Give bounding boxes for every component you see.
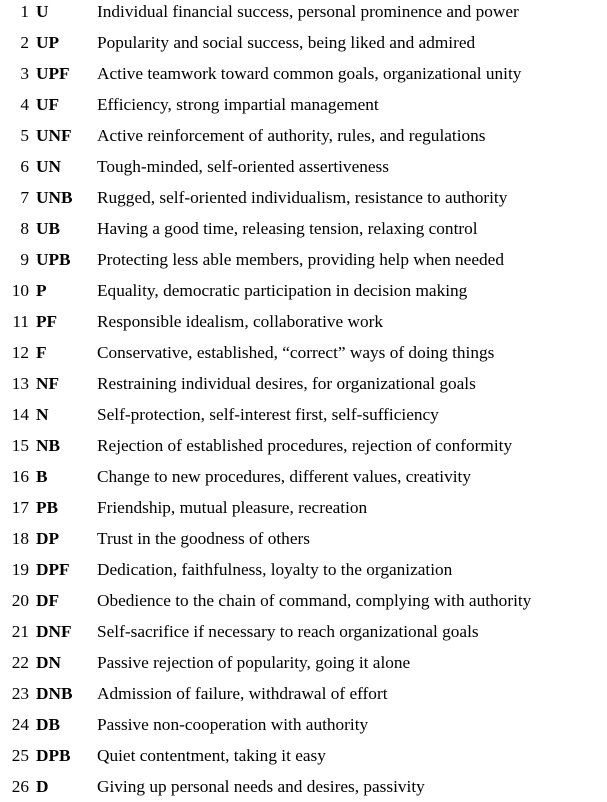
item-number: 25 [11, 746, 29, 765]
item-code: DP [36, 529, 60, 548]
item-description: Trust in the goodness of others [97, 529, 310, 548]
item-description: Equality, democratic participation in decision making [97, 281, 468, 300]
item-code: DNF [36, 622, 72, 641]
item-description: Self-sacrifice if necessary to reach organizational goals [97, 622, 479, 641]
item-description: Self-protection, self-interest first, self-sufficiency [97, 405, 439, 424]
item-number: 14 [11, 405, 29, 424]
item-description: Passive rejection of popularity, going it alone [97, 653, 411, 672]
item-description: Obedience to the chain of command, complying with authority [97, 591, 532, 610]
item-code: B [36, 467, 48, 486]
item-number: 10 [11, 281, 29, 300]
item-code: UP [36, 33, 60, 52]
item-description: Conservative, established, “correct” ways of doing things [97, 343, 495, 362]
item-number: 16 [11, 467, 29, 486]
item-code: DPF [36, 560, 70, 579]
item-description: Efficiency, strong impartial management [97, 95, 379, 114]
item-description: Popularity and social success, being liked and admired [97, 33, 476, 52]
item-number: 23 [11, 684, 29, 703]
list-item [0, 120, 607, 151]
item-number: 15 [11, 436, 29, 455]
item-code: NB [36, 436, 61, 455]
item-code: PF [36, 312, 58, 331]
item-code: PB [36, 498, 59, 517]
item-number: 13 [11, 374, 29, 393]
item-code: D [36, 777, 49, 796]
item-number: 24 [11, 715, 29, 734]
item-description: Restraining individual desires, for organizational goals [97, 374, 476, 393]
list-item [0, 368, 607, 399]
item-number: 17 [11, 498, 29, 517]
item-code: N [36, 405, 49, 424]
item-code: UPF [36, 64, 70, 83]
item-code: UF [36, 95, 60, 114]
item-description: Admission of failure, withdrawal of effort [97, 684, 388, 703]
item-number: 2 [20, 33, 29, 52]
list-item [0, 27, 607, 58]
list-item [0, 616, 607, 647]
item-code: DPB [36, 746, 71, 765]
list-item [0, 0, 607, 27]
item-code: UNF [36, 126, 72, 145]
item-description: Active teamwork toward common goals, organizational unity [97, 64, 522, 83]
item-code: DB [36, 715, 61, 734]
list-item [0, 492, 607, 523]
item-code: DN [36, 653, 61, 672]
item-description: Passive non-cooperation with authority [97, 715, 369, 734]
item-number: 19 [11, 560, 29, 579]
item-description: Active reinforcement of authority, rules, and regulations [97, 126, 486, 145]
list-item [0, 771, 607, 802]
item-description: Tough-minded, self-oriented assertiveness [97, 157, 390, 176]
item-code: UPB [36, 250, 71, 269]
list-item [0, 740, 607, 771]
item-number: 21 [11, 622, 29, 641]
item-number: 8 [20, 219, 29, 238]
item-description: Quiet contentment, taking it easy [97, 746, 326, 765]
list-item [0, 585, 607, 616]
item-number: 20 [11, 591, 29, 610]
list-item [0, 709, 607, 740]
item-code: UNB [36, 188, 73, 207]
item-description: Protecting less able members, providing help when needed [97, 250, 504, 269]
list-item [0, 399, 607, 430]
item-code: U [36, 2, 49, 21]
item-number: 18 [11, 529, 29, 548]
item-code: UB [36, 219, 61, 238]
list-item [0, 554, 607, 585]
item-code: DNB [36, 684, 73, 703]
item-number: 5 [20, 126, 29, 145]
item-description: Dedication, faithfulness, loyalty to the organization [97, 560, 453, 579]
item-number: 3 [20, 64, 29, 83]
list-item [0, 678, 607, 709]
item-description: Having a good time, releasing tension, relaxing control [97, 219, 478, 238]
item-description: Responsible idealism, collaborative work [97, 312, 384, 331]
item-description: Friendship, mutual pleasure, recreation [97, 498, 368, 517]
item-description: Rugged, self-oriented individualism, resistance to authority [97, 188, 508, 207]
list-item [0, 244, 607, 275]
list-item [0, 213, 607, 244]
item-description: Change to new procedures, different values, creativity [97, 467, 471, 486]
item-code: UN [36, 157, 61, 176]
item-code: DF [36, 591, 60, 610]
list-item [0, 430, 607, 461]
item-code: NF [36, 374, 60, 393]
list-item [0, 461, 607, 492]
item-number: 4 [20, 95, 29, 114]
item-number: 11 [12, 312, 29, 331]
item-description: Giving up personal needs and desires, passivity [97, 777, 425, 796]
item-number: 12 [11, 343, 29, 362]
item-code: F [36, 343, 47, 362]
list-item [0, 337, 607, 368]
list-item [0, 151, 607, 182]
item-number: 1 [20, 2, 29, 21]
item-number: 26 [11, 777, 29, 796]
list-item [0, 523, 607, 554]
list-item [0, 58, 607, 89]
item-description: Rejection of established procedures, rejection of conformity [97, 436, 513, 455]
list-item [0, 89, 607, 120]
item-code: P [36, 281, 47, 300]
item-number: 6 [20, 157, 29, 176]
item-number: 9 [20, 250, 29, 269]
item-number: 22 [11, 653, 29, 672]
list-item [0, 647, 607, 678]
list-item [0, 306, 607, 337]
item-number: 7 [20, 188, 29, 207]
item-description: Individual financial success, personal prominence and power [97, 2, 519, 21]
list-item [0, 275, 607, 306]
list-item [0, 182, 607, 213]
